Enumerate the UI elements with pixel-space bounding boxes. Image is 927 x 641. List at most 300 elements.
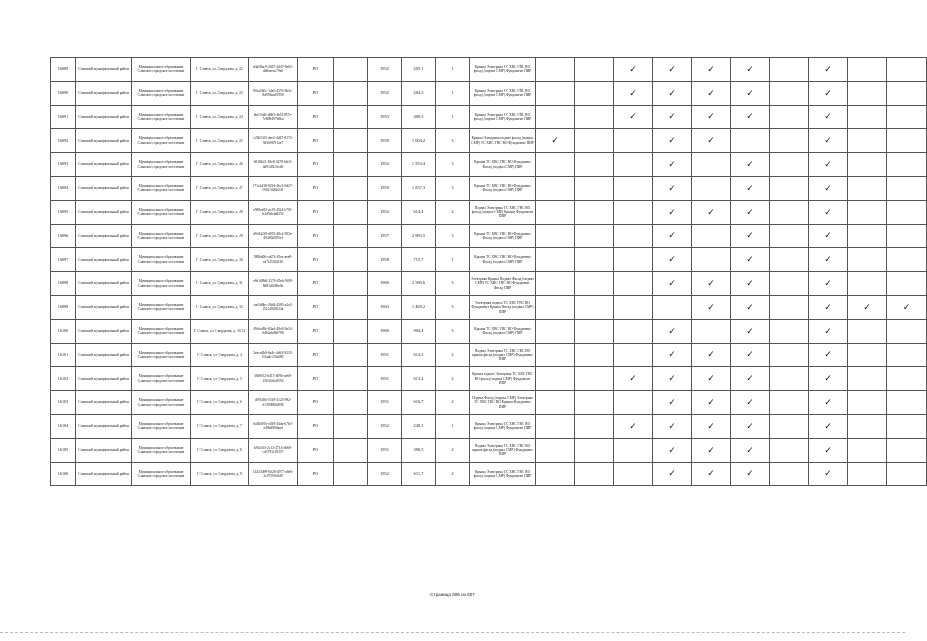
row-id-cell: 16090 <box>51 81 76 105</box>
year-built-cell: 1952 <box>368 153 402 177</box>
district-cell: Славский муниципальный район <box>76 367 132 391</box>
work-check-cell <box>848 58 887 82</box>
housing-register-table <box>50 57 927 486</box>
district-cell: Славский муниципальный район <box>76 129 132 153</box>
work-check-cell <box>653 295 692 319</box>
floors-cell: 3 <box>436 319 470 343</box>
work-check-cell <box>809 343 848 367</box>
work-check-cell <box>692 462 731 486</box>
work-check-cell <box>731 58 770 82</box>
row-id-cell: 16099 <box>51 295 76 319</box>
management-form-cell: РО <box>298 391 334 415</box>
table-row <box>51 176 927 200</box>
checkmark-icon: ✓ <box>707 468 715 479</box>
checkmark-icon: ✓ <box>863 301 871 312</box>
checkmark-icon: ✓ <box>668 111 676 122</box>
area-cell: 904,4 <box>402 319 436 343</box>
guid-cell: df9140b-5318-4123-982-d1390966f858 <box>249 391 298 415</box>
address-cell: Г. Славск, ул. Свердлова, д. 32 <box>191 295 249 319</box>
checkmark-icon: ✓ <box>668 135 676 146</box>
table-body <box>51 58 927 486</box>
floors-cell: 1 <box>436 105 470 129</box>
work-check-cell <box>536 272 575 296</box>
year-built-cell: 1960 <box>368 272 402 296</box>
work-check-cell <box>770 438 809 462</box>
work-check-cell <box>575 391 614 415</box>
management-form-cell: РО <box>298 176 334 200</box>
works-list-cell: Крыша Электрика подвал фасад (подвал СМР) ТС ХВС ГВС ВО Фундамент ПИР <box>470 129 536 153</box>
work-check-cell <box>887 272 927 296</box>
work-check-cell <box>653 367 692 391</box>
checkmark-icon: ✓ <box>746 254 754 265</box>
work-check-cell <box>887 343 927 367</box>
work-check-cell <box>614 295 653 319</box>
management-form-cell: РО <box>298 367 334 391</box>
row-id-cell: 16093 <box>51 153 76 177</box>
empty-cell <box>334 343 368 367</box>
area-cell: 613,4 <box>402 367 436 391</box>
floors-cell: 1 <box>436 248 470 272</box>
area-cell: 1 837,3 <box>402 176 436 200</box>
work-check-cell <box>653 105 692 129</box>
checkmark-icon: ✓ <box>707 135 715 146</box>
work-check-cell <box>809 129 848 153</box>
row-id-cell: 16106 <box>51 462 76 486</box>
work-check-cell <box>536 391 575 415</box>
address-cell: Г. Славск, ул. Свердлова, д. 7 <box>191 414 249 438</box>
management-form-cell: РО <box>298 414 334 438</box>
work-check-cell <box>731 295 770 319</box>
row-id-cell: 16089 <box>51 58 76 82</box>
empty-cell <box>334 438 368 462</box>
work-check-cell <box>731 343 770 367</box>
row-id-cell: 16096 <box>51 224 76 248</box>
works-list-cell: Крыша подвал Электрика ТС ХВС ГВС ВО фасад (подвал СМР) Фундамент ПИР <box>470 367 536 391</box>
guid-cell: 6a5b0f93-c658-44da-b7b3-a49bd80daad <box>249 414 298 438</box>
checkmark-icon: ✓ <box>746 444 754 455</box>
work-check-cell <box>848 367 887 391</box>
guid-cell: 14433d99-b028-4977-a8e6-2c07590c0d0 <box>249 462 298 486</box>
work-check-cell <box>614 129 653 153</box>
year-built-cell: 1957 <box>368 224 402 248</box>
work-check-cell <box>770 248 809 272</box>
checkmark-icon: ✓ <box>707 63 715 74</box>
checkmark-icon: ✓ <box>707 420 715 431</box>
address-cell: Г. Славск, ул. Свердлова, д. 33/13 <box>191 319 249 343</box>
work-check-cell <box>653 248 692 272</box>
empty-cell <box>334 462 368 486</box>
municipality-cell: Муниципальное образование Славское городское поселение <box>132 367 191 391</box>
empty-cell <box>334 129 368 153</box>
work-check-cell <box>614 462 653 486</box>
district-cell: Славский муниципальный район <box>76 343 132 367</box>
work-check-cell <box>536 129 575 153</box>
work-check-cell <box>536 248 575 272</box>
work-check-cell <box>809 391 848 415</box>
district-cell: Славский муниципальный район <box>76 153 132 177</box>
year-built-cell: 1951 <box>368 438 402 462</box>
work-check-cell <box>731 153 770 177</box>
page-number-footer: Страница 595 из 607 <box>430 592 475 597</box>
management-form-cell: РО <box>298 81 334 105</box>
municipality-cell: Муниципальное образование Славское городское поселение <box>132 272 191 296</box>
work-check-cell <box>809 367 848 391</box>
checkmark-icon: ✓ <box>668 373 676 384</box>
work-check-cell <box>887 129 927 153</box>
checkmark-icon: ✓ <box>629 87 637 98</box>
management-form-cell: РО <box>298 153 334 177</box>
work-check-cell <box>887 81 927 105</box>
area-cell: 390,5 <box>402 438 436 462</box>
work-check-cell <box>653 129 692 153</box>
work-check-cell <box>614 438 653 462</box>
checkmark-icon: ✓ <box>707 397 715 408</box>
checkmark-icon: ✓ <box>824 254 832 265</box>
checkmark-icon: ✓ <box>746 349 754 360</box>
table-row <box>51 105 927 129</box>
work-check-cell <box>887 153 927 177</box>
empty-cell <box>334 295 368 319</box>
row-id-cell: 16100 <box>51 319 76 343</box>
year-built-cell: 1951 <box>368 367 402 391</box>
work-check-cell <box>575 462 614 486</box>
work-check-cell <box>614 176 653 200</box>
municipality-cell: Муниципальное образование Славское городское поселение <box>132 295 191 319</box>
work-check-cell <box>809 224 848 248</box>
municipality-cell: Муниципальное образование Славское городское поселение <box>132 81 191 105</box>
municipality-cell: Муниципальное образование Славское городское поселение <box>132 343 191 367</box>
work-check-cell <box>809 105 848 129</box>
row-id-cell: 16104 <box>51 414 76 438</box>
empty-cell <box>334 81 368 105</box>
checkmark-icon: ✓ <box>629 373 637 384</box>
municipality-cell: Муниципальное образование Славское городское поселение <box>132 200 191 224</box>
floors-cell: 2 <box>436 343 470 367</box>
district-cell: Славский муниципальный район <box>76 58 132 82</box>
checkmark-icon: ✓ <box>668 182 676 193</box>
work-check-cell <box>848 176 887 200</box>
year-built-cell: 1958 <box>368 248 402 272</box>
work-check-cell <box>887 295 927 319</box>
works-list-cell: Крыша Электрика ТС ХВС ГВС ВО фасад (подвал СМР) Фундамент ПИР <box>470 462 536 486</box>
checkmark-icon: ✓ <box>824 87 832 98</box>
work-check-cell <box>536 438 575 462</box>
empty-cell <box>334 105 368 129</box>
management-form-cell: РО <box>298 295 334 319</box>
work-check-cell <box>770 176 809 200</box>
works-list-cell: Крыша ТС ХВС ГВС ВО Фундамент Фасад (подвал СМР) ПИР <box>470 248 536 272</box>
work-check-cell <box>692 81 731 105</box>
work-check-cell <box>887 414 927 438</box>
work-check-cell <box>614 272 653 296</box>
floors-cell: 2 <box>436 367 470 391</box>
checkmark-icon: ✓ <box>746 182 754 193</box>
work-check-cell <box>848 414 887 438</box>
area-cell: 1 553,4 <box>402 153 436 177</box>
checkmark-icon: ✓ <box>668 325 676 336</box>
work-check-cell <box>731 272 770 296</box>
area-cell: 205,1 <box>402 58 436 82</box>
works-list-cell: Крыша ТС ХВС ГВС ВО Фундамент Фасад (подвал СМР) ПИР <box>470 176 536 200</box>
work-check-cell <box>614 319 653 343</box>
checkmark-icon: ✓ <box>746 373 754 384</box>
work-check-cell <box>731 105 770 129</box>
work-check-cell <box>575 414 614 438</box>
area-cell: 614,3 <box>402 343 436 367</box>
work-check-cell <box>809 438 848 462</box>
area-cell: 204,5 <box>402 81 436 105</box>
checkmark-icon: ✓ <box>824 397 832 408</box>
work-check-cell <box>770 343 809 367</box>
checkmark-icon: ✓ <box>668 468 676 479</box>
work-check-cell <box>575 105 614 129</box>
checkmark-icon: ✓ <box>824 325 832 336</box>
checkmark-icon: ✓ <box>746 63 754 74</box>
address-cell: Г. Славск, ул. Свердлова, д. 9 <box>191 462 249 486</box>
management-form-cell: РО <box>298 58 334 82</box>
work-check-cell <box>536 105 575 129</box>
area-cell: 2 580,6 <box>402 272 436 296</box>
row-id-cell: 16097 <box>51 248 76 272</box>
checkmark-icon: ✓ <box>746 278 754 289</box>
work-check-cell <box>809 319 848 343</box>
checkmark-icon: ✓ <box>746 230 754 241</box>
works-list-cell: Подвал Электрика ТС ХВС ГВС ВО фасад (подвал СМР) Крыша Фундамент ПИР <box>470 200 536 224</box>
work-check-cell <box>809 248 848 272</box>
district-cell: Славский муниципальный район <box>76 319 132 343</box>
municipality-cell: Муниципальное образование Славское городское поселение <box>132 224 191 248</box>
municipality-cell: Муниципальное образование Славское городское поселение <box>132 248 191 272</box>
checkmark-icon: ✓ <box>824 111 832 122</box>
row-id-cell: 16092 <box>51 129 76 153</box>
work-check-cell <box>614 248 653 272</box>
work-check-cell <box>653 176 692 200</box>
work-check-cell <box>692 367 731 391</box>
work-check-cell <box>536 81 575 105</box>
district-cell: Славский муниципальный район <box>76 176 132 200</box>
checkmark-icon: ✓ <box>824 182 832 193</box>
management-form-cell: РО <box>298 224 334 248</box>
work-check-cell <box>731 248 770 272</box>
management-form-cell: РО <box>298 272 334 296</box>
empty-cell <box>334 414 368 438</box>
checkmark-icon: ✓ <box>668 159 676 170</box>
guid-cell: d9c9d2f8-d055-48c2-953e-494f82f655ef <box>249 224 298 248</box>
checkmark-icon: ✓ <box>668 349 676 360</box>
work-check-cell <box>809 462 848 486</box>
management-form-cell: РО <box>298 248 334 272</box>
guid-cell: 30b9f52-b415-409b-ae60-23043eb4f556 <box>249 367 298 391</box>
work-check-cell <box>809 176 848 200</box>
guid-cell: c23b53f5-dee2-4d47-9272-9436967f1ae7 <box>249 129 298 153</box>
checkmark-icon: ✓ <box>668 63 676 74</box>
year-built-cell: 1952 <box>368 81 402 105</box>
management-form-cell: РО <box>298 438 334 462</box>
guid-cell: e589ee83-ac19-4524-b701-b2d5eb4a8254 <box>249 200 298 224</box>
checkmark-icon: ✓ <box>824 206 832 217</box>
year-built-cell: 1952 <box>368 200 402 224</box>
checkmark-icon: ✓ <box>746 397 754 408</box>
work-check-cell <box>614 200 653 224</box>
work-check-cell <box>653 462 692 486</box>
empty-cell <box>334 176 368 200</box>
address-cell: Г. Славск, ул. Свердлова, д. 29 <box>191 224 249 248</box>
work-check-cell <box>653 272 692 296</box>
municipality-cell: Муниципальное образование Славское городское поселение <box>132 319 191 343</box>
municipality-cell: Муниципальное образование Славское городское поселение <box>132 391 191 415</box>
work-check-cell <box>653 343 692 367</box>
guid-cell: 90ca5b0c-1da5-457b-9b3c-8d958aa81958 <box>249 81 298 105</box>
year-built-cell: 1960 <box>368 319 402 343</box>
table-row <box>51 367 927 391</box>
work-check-cell <box>848 129 887 153</box>
work-check-cell <box>887 176 927 200</box>
address-cell: Г. Славск, ул. Свердлова, д. 4 <box>191 343 249 367</box>
district-cell: Славский муниципальный район <box>76 414 132 438</box>
work-check-cell <box>809 58 848 82</box>
work-check-cell <box>848 153 887 177</box>
work-check-cell <box>653 391 692 415</box>
work-check-cell <box>770 105 809 129</box>
address-cell: Г. Славск, ул. Свердлова, д. 30 <box>191 248 249 272</box>
row-id-cell: 16103 <box>51 391 76 415</box>
checkmark-icon: ✓ <box>668 87 676 98</box>
guid-cell: b91a5f5-2c12-4714-b660-cd3793c18357 <box>249 438 298 462</box>
area-cell: 240,5 <box>402 414 436 438</box>
work-check-cell <box>536 200 575 224</box>
works-list-cell: Крыша Электрика ТС ХВС ГВС ВО фасад (подвал СМР) Фундамент ПИР <box>470 105 536 129</box>
year-built-cell: 1952 <box>368 58 402 82</box>
checkmark-icon: ✓ <box>824 159 832 170</box>
management-form-cell: РО <box>298 343 334 367</box>
work-check-cell <box>614 58 653 82</box>
district-cell: Славский муниципальный район <box>76 391 132 415</box>
municipality-cell: Муниципальное образование Славское городское поселение <box>132 438 191 462</box>
area-cell: 715,7 <box>402 248 436 272</box>
table-row <box>51 81 927 105</box>
empty-cell <box>334 367 368 391</box>
work-check-cell <box>770 81 809 105</box>
checkmark-icon: ✓ <box>746 325 754 336</box>
row-id-cell: 16091 <box>51 105 76 129</box>
work-check-cell <box>614 81 653 105</box>
works-list-cell: Подвал Электрика ТС ХВС ГВС ВО крыша фасад (подвал СМР) Фундамент ПИР <box>470 438 536 462</box>
checkmark-icon: ✓ <box>824 444 832 455</box>
works-list-cell: Крыша ТС ХВС ГВС ВО Фундамент Фасад (подвал СМР) ПИР <box>470 319 536 343</box>
work-check-cell <box>848 438 887 462</box>
checkmark-icon: ✓ <box>824 135 832 146</box>
floors-cell: 2 <box>436 438 470 462</box>
table-row <box>51 58 927 82</box>
checkmark-icon: ✓ <box>824 349 832 360</box>
area-cell: 611,7 <box>402 462 436 486</box>
work-check-cell <box>536 153 575 177</box>
work-check-cell <box>575 81 614 105</box>
checkmark-icon: ✓ <box>707 444 715 455</box>
work-check-cell <box>770 200 809 224</box>
work-check-cell <box>614 367 653 391</box>
area-cell: 614,4 <box>402 200 436 224</box>
guid-cell: d4a58ac9-2667-4d47-9e02-dd0aeeac79a0 <box>249 58 298 82</box>
work-check-cell <box>770 414 809 438</box>
management-form-cell: РО <box>298 319 334 343</box>
address-cell: Г. Славск, ул. Свердлова, д. 23 <box>191 81 249 105</box>
works-list-cell: Крыша Электрика ТС ХВС ГВС ВО фасад (подвал СМР) Фундамент ПИР <box>470 81 536 105</box>
scan-edge-divider <box>0 632 905 641</box>
area-cell: 2 983,5 <box>402 224 436 248</box>
floors-cell: 3 <box>436 129 470 153</box>
guid-cell: b918b41-18e8-4478-b6c5-4d91d0c5fcd0 <box>249 153 298 177</box>
year-built-cell: 1959 <box>368 176 402 200</box>
work-check-cell <box>536 319 575 343</box>
district-cell: Славский муниципальный район <box>76 81 132 105</box>
empty-cell <box>334 58 368 82</box>
area-cell: 1 469,2 <box>402 295 436 319</box>
table-row <box>51 462 927 486</box>
work-check-cell <box>692 200 731 224</box>
works-list-cell: Электрика Крыша Подвал Фасад (подвал СМР) ТС ХВС ГВС ВО Фундамент Фасад ПИР <box>470 272 536 296</box>
checkmark-icon: ✓ <box>746 301 754 312</box>
municipality-cell: Муниципальное образование Славское городское поселение <box>132 129 191 153</box>
address-cell: Г. Славск, ул. Свердлова, д. 24 <box>191 105 249 129</box>
checkmark-icon: ✓ <box>707 111 715 122</box>
floors-cell: 1 <box>436 58 470 82</box>
floors-cell: 3 <box>436 272 470 296</box>
work-check-cell <box>731 224 770 248</box>
management-form-cell: РО <box>298 105 334 129</box>
checkmark-icon: ✓ <box>824 373 832 384</box>
work-check-cell <box>575 200 614 224</box>
work-check-cell <box>848 81 887 105</box>
management-form-cell: РО <box>298 129 334 153</box>
year-built-cell: 1952 <box>368 462 402 486</box>
work-check-cell <box>848 319 887 343</box>
work-check-cell <box>770 367 809 391</box>
year-built-cell: 1951 <box>368 391 402 415</box>
work-check-cell <box>731 200 770 224</box>
floors-cell: 2 <box>436 391 470 415</box>
work-check-cell <box>731 129 770 153</box>
empty-cell <box>334 248 368 272</box>
checkmark-icon: ✓ <box>746 111 754 122</box>
work-check-cell <box>770 319 809 343</box>
floors-cell: 3 <box>436 153 470 177</box>
works-list-cell: Крыша Электрика ТС ХВС ГВС ВО фасад (подвал СМР) Фундамент ПИР <box>470 58 536 82</box>
work-check-cell <box>848 462 887 486</box>
checkmark-icon: ✓ <box>824 420 832 431</box>
work-check-cell <box>848 343 887 367</box>
district-cell: Славский муниципальный район <box>76 272 132 296</box>
address-cell: Г. Славск, ул. Свердлова, д. 8 <box>191 438 249 462</box>
checkmark-icon: ✓ <box>707 301 715 312</box>
work-check-cell <box>887 367 927 391</box>
checkmark-icon: ✓ <box>668 230 676 241</box>
work-check-cell <box>809 81 848 105</box>
guid-cell: f71a1d38-823d-4bc3-9d27-f9167d26b541 <box>249 176 298 200</box>
work-check-cell <box>809 200 848 224</box>
work-check-cell <box>536 224 575 248</box>
district-cell: Славский муниципальный район <box>76 105 132 129</box>
floors-cell: 3 <box>436 295 470 319</box>
work-check-cell <box>692 224 731 248</box>
work-check-cell <box>848 200 887 224</box>
work-check-cell <box>809 414 848 438</box>
work-check-cell <box>575 58 614 82</box>
work-check-cell <box>692 248 731 272</box>
checkmark-icon: ✓ <box>824 301 832 312</box>
work-check-cell <box>575 438 614 462</box>
works-list-cell: Подвал Электрика ТС ХВС ГВС ВО крыша фасад (подвал СМР) Фундамент ПИР <box>470 343 536 367</box>
